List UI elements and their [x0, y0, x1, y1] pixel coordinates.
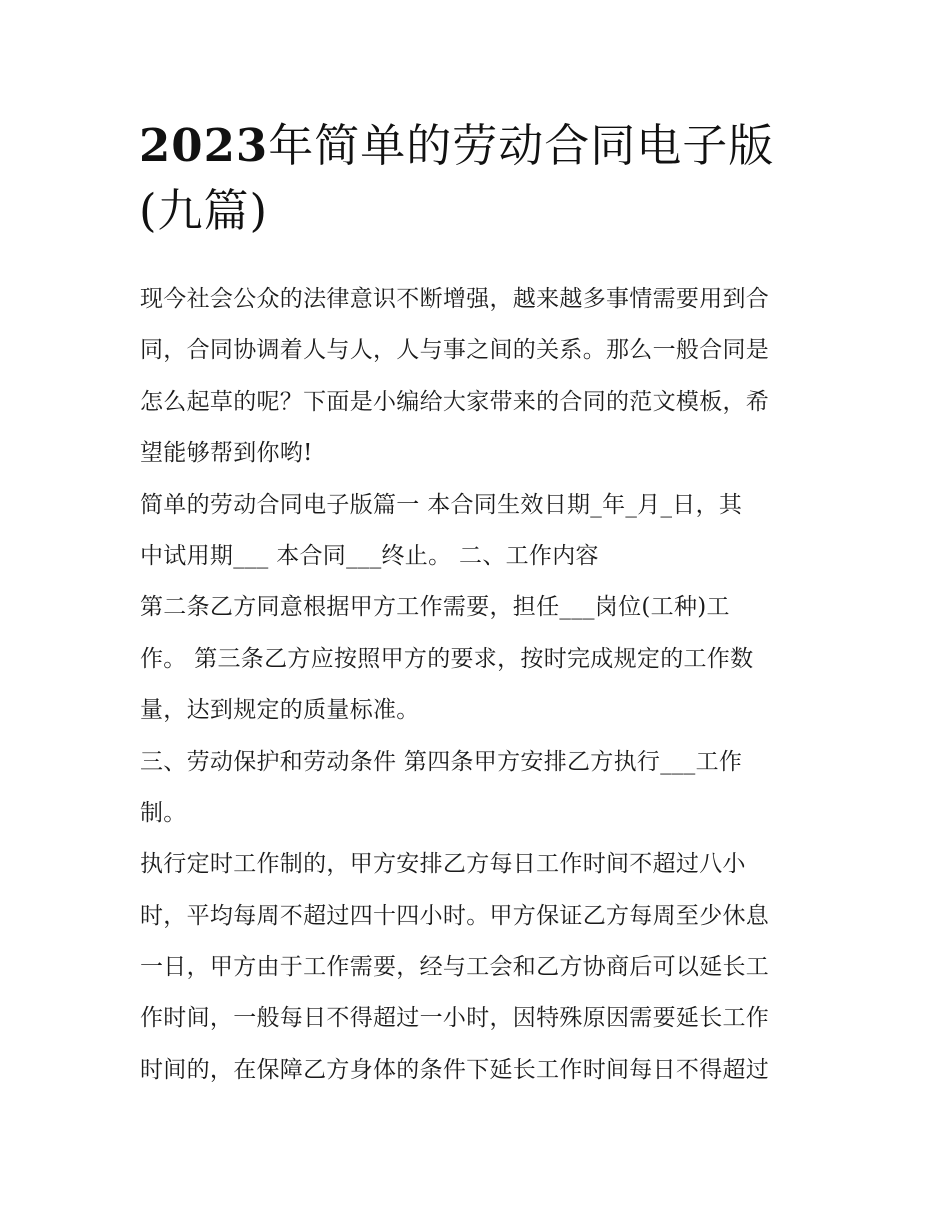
body-line: 同，合同协调着人与人，人与事之间的关系。那么一般合同是 [140, 337, 770, 364]
body-line: 量，达到规定的质量标准。 [140, 697, 420, 724]
body-line: 时，平均每周不超过四十四小时。甲方保证乙方每周至少休息 [140, 902, 770, 929]
body-line: 现今社会公众的法律意识不断增强，越来越多事情需要用到合 [140, 286, 770, 312]
title-text: 年简单的劳动合同电子版 [268, 119, 775, 172]
document-title [139, 113, 829, 243]
body-line: 作时间，一般每日不得超过一小时，因特殊原因需要延长工作 [140, 1005, 770, 1032]
body-line: 怎么起草的呢？下面是小编给大家带来的合同的范文模板，希 [140, 388, 770, 415]
body-line: 第二条乙方同意根据甲方工作需要，担任___岗位(工种)工 [140, 594, 730, 621]
body-line: 执行定时工作制的，甲方安排乙方每日工作时间不超过八小 [140, 851, 746, 878]
body-line: 制。 [140, 799, 187, 826]
title-subtitle: (九篇) [139, 184, 269, 237]
body-line: 简单的劳动合同电子版篇一 本合同生效日期_年_月_日，其 [140, 491, 743, 518]
body-line: 时间的，在保障乙方身体的条件下延长工作时间每日不得超过 [140, 1056, 770, 1083]
body-line: 中试用期___ 本合同___终止。 二、工作内容 [140, 542, 599, 569]
body-line: 作。 第三条乙方应按照甲方的要求，按时完成规定的工作数 [140, 645, 754, 672]
body-line: 一日，甲方由于工作需要，经与工会和乙方协商后可以延长工 [140, 954, 770, 981]
title-year: 2023 [139, 119, 269, 172]
body-line: 三、劳动保护和劳动条件 第四条甲方安排乙方执行___工作 [140, 748, 743, 775]
body-line: 望能够帮到你哟! [140, 440, 313, 467]
document-body [140, 274, 820, 1096]
